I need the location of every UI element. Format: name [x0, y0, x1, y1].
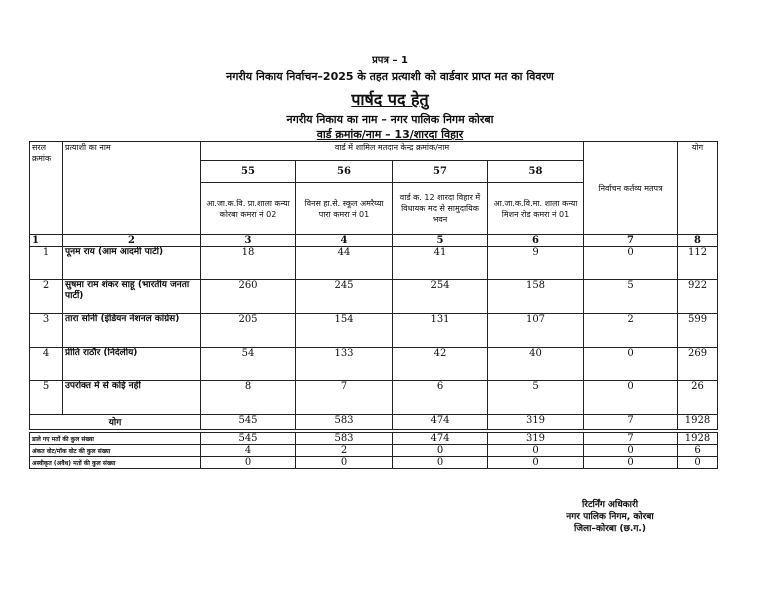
serial-cell: 5: [30, 381, 63, 415]
total-cell: 599: [678, 314, 718, 348]
summary-table: [29, 432, 718, 469]
summary-cell: 0: [584, 457, 678, 469]
column-number: 4: [296, 235, 393, 247]
summary-row: [30, 433, 718, 445]
summary-cell: 4: [201, 445, 296, 457]
postal-cell: 0: [584, 381, 678, 415]
vote-cell: 260: [201, 280, 296, 314]
summary-cell: 0: [393, 457, 488, 469]
summary-label: अंकत वोट/मॉक वोट की कुल संख्या: [30, 445, 201, 457]
total-vote-cell: 319: [488, 415, 584, 430]
table-row: [30, 247, 718, 280]
booth-number: 55: [201, 161, 296, 183]
vote-cell: 40: [488, 348, 584, 381]
total-vote-cell: 545: [201, 415, 296, 430]
total-row: [30, 415, 718, 430]
summary-cell: 2: [296, 445, 393, 457]
serial-cell: 3: [30, 314, 63, 348]
table-row: [30, 381, 718, 415]
signature-district: जिला–कोरबा (छ.ग.): [574, 524, 646, 534]
document-title: नगरीय निकाय निर्वाचन–2025 के तहत प्रत्याशी को वार्डवार प्राप्त मत का विवरण: [226, 70, 554, 83]
column-number: 5: [393, 235, 488, 247]
table-row: [30, 348, 718, 381]
vote-cell: 54: [201, 348, 296, 381]
table-row: [30, 280, 718, 314]
total-cell: 922: [678, 280, 718, 314]
booth-number: 57: [393, 161, 488, 183]
booth-name: आ.जा.क.वि. प्रा.शाला कन्या कोरबा कमरा नं 02: [201, 183, 296, 235]
column-number: 2: [63, 235, 201, 247]
summary-cell: 0: [678, 457, 718, 469]
total-cell: 26: [678, 381, 718, 415]
summary-cell: 0: [488, 457, 584, 469]
summary-cell: 7: [584, 433, 678, 445]
vote-cell: 9: [488, 247, 584, 280]
table-row: [30, 314, 718, 348]
booth-number: 56: [296, 161, 393, 183]
total-postal-cell: 7: [584, 415, 678, 430]
postal-cell: 2: [584, 314, 678, 348]
summary-cell: 0: [201, 457, 296, 469]
booth-number: 58: [488, 161, 584, 183]
candidate-name: सुषमा राम शंकर साहू (भारतीय जनता पार्टी): [63, 280, 201, 314]
booth-name: वार्ड क. 12 शारदा विहार में विधायक मद से सामुदायिक भवन: [393, 183, 488, 235]
vote-cell: 154: [296, 314, 393, 348]
body-name: नगरीय निकाय का नाम – नगर पालिक निगम कोरबा: [286, 113, 494, 126]
column-number: 3: [201, 235, 296, 247]
summary-cell: 0: [488, 445, 584, 457]
booth-name: विनस हा.से. स्कूल अमरैय्या पारा कमरा नं 01: [296, 183, 393, 235]
summary-cell: 474: [393, 433, 488, 445]
candidate-name: पूनम राय (आम आदमी पार्टी): [63, 247, 201, 280]
total-label: योग: [30, 415, 201, 430]
grand-total-cell: 1928: [678, 415, 718, 430]
serial-header: सरल क्रमांक: [30, 142, 63, 235]
postal-cell: 0: [584, 348, 678, 381]
signature-office: नगर पालिक निगम, कोरबा: [566, 512, 654, 522]
form-number: प्रपत्र – 1: [372, 55, 408, 66]
vote-cell: 44: [296, 247, 393, 280]
total-vote-cell: 583: [296, 415, 393, 430]
summary-cell: 0: [393, 445, 488, 457]
summary-cell: 0: [584, 445, 678, 457]
summary-row: [30, 457, 718, 469]
results-table: [29, 141, 718, 430]
candidate-name: उपरोक्त में से कोई नहीं: [63, 381, 201, 415]
vote-cell: 133: [296, 348, 393, 381]
signature-title: रिटर्निंग अधिकारी: [581, 500, 639, 510]
postal-header: निर्वाचन कर्तव्य मतपत्र: [584, 142, 678, 235]
column-number: 1: [30, 235, 63, 247]
column-number-row: [30, 235, 718, 247]
booth-name: आ.जा.क.वि.मा. शाला कन्या मिशन रोड कमरा नं 01: [488, 183, 584, 235]
vote-cell: 6: [393, 381, 488, 415]
vote-cell: 5: [488, 381, 584, 415]
vote-cell: 8: [201, 381, 296, 415]
vote-cell: 205: [201, 314, 296, 348]
total-header: योग: [678, 142, 718, 235]
serial-cell: 1: [30, 247, 63, 280]
booths-header: वार्ड में शामिल मतदान केन्द्र क्रमांक/नाम: [201, 142, 584, 161]
candidate-header: प्रत्याशी का नाम: [63, 142, 201, 235]
vote-cell: 107: [488, 314, 584, 348]
summary-cell: 6: [678, 445, 718, 457]
ward-name: वार्ड क्रमांक/नाम – 13/शारदा विहार: [316, 128, 464, 141]
summary-row: [30, 445, 718, 457]
total-cell: 269: [678, 348, 718, 381]
postal-cell: 5: [584, 280, 678, 314]
post-heading: पार्षद पद हेतु: [351, 90, 429, 109]
serial-cell: 2: [30, 280, 63, 314]
summary-cell: 583: [296, 433, 393, 445]
vote-cell: 254: [393, 280, 488, 314]
total-vote-cell: 474: [393, 415, 488, 430]
column-number: 7: [584, 235, 678, 247]
summary-cell: 319: [488, 433, 584, 445]
vote-cell: 245: [296, 280, 393, 314]
vote-cell: 18: [201, 247, 296, 280]
summary-cell: 545: [201, 433, 296, 445]
column-number: 6: [488, 235, 584, 247]
vote-cell: 131: [393, 314, 488, 348]
postal-cell: 0: [584, 247, 678, 280]
summary-cell: 0: [296, 457, 393, 469]
column-number: 8: [678, 235, 718, 247]
serial-cell: 4: [30, 348, 63, 381]
summary-label: डाले गए मतों की कुल संख्या: [30, 433, 201, 445]
vote-cell: 41: [393, 247, 488, 280]
vote-cell: 158: [488, 280, 584, 314]
summary-label: अस्वीकृत (अवैध) मतों की कुल संख्या: [30, 457, 201, 469]
total-cell: 112: [678, 247, 718, 280]
candidate-name: तारा सोनी (इंडियन नेशनल कांग्रेस): [63, 314, 201, 348]
summary-cell: 1928: [678, 433, 718, 445]
candidate-name: प्रीति राठौर (निर्दलीय): [63, 348, 201, 381]
vote-cell: 42: [393, 348, 488, 381]
vote-cell: 7: [296, 381, 393, 415]
